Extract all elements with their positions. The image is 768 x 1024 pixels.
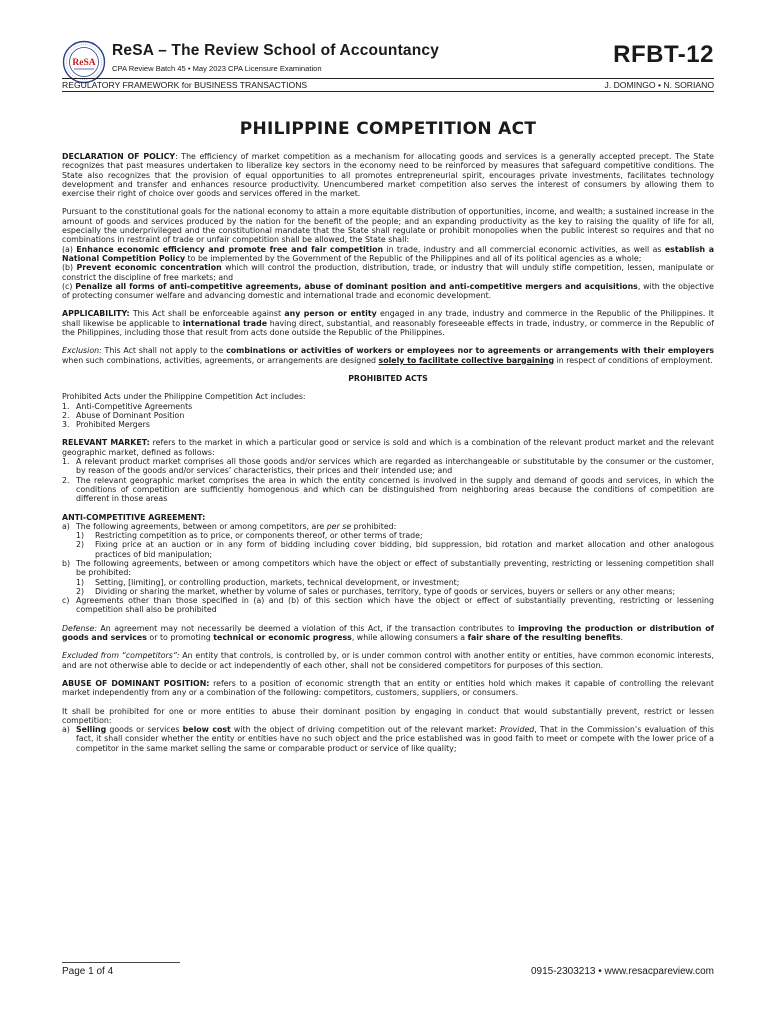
document-header xyxy=(62,38,714,94)
list-item: 1) Setting, [limiting], or controlling production, markets, technical development, or investment; xyxy=(76,577,460,587)
list-item: 2. Abuse of Dominant Position xyxy=(62,410,185,420)
list-item: 3. Prohibited Mergers xyxy=(62,420,150,430)
header-rule-bottom xyxy=(62,91,714,92)
exclusion-paragraph: Exclusion: This Act shall not apply to the combinations or activities of workers or employees nor to agreements or arrangements with their employers when such combinations, activities, agreements, or arrangements are designed solely to facilitate collective bargaining in respect of conditions of employment. xyxy=(62,346,714,365)
declaration-paragraph: DECLARATION OF POLICY: The efficiency of market competition as a mechanism for allocating goods and services is a generally accepted precept. The State recognizes that past measures undertaken to liberalize key sectors in the economy need to be reinforced by measures that safeguard competitive conditions. The State also recognizes that the provision of equal opportunities to all promotes entrepreneurial spirit, encourages private investments, facilitates technology development and transfer and enhances resource productivity. Unencumbered market competition also serves the interest of consumers by allowing them to exercise their right of choice over goods and services offered in the market. xyxy=(62,152,714,199)
list-item: 1) Restricting competition as to price, or components thereof, or other terms of trade; xyxy=(76,531,423,541)
svg-text:ReSA: ReSA xyxy=(72,58,96,68)
list-item: 1. Anti-Competitive Agreements xyxy=(62,401,193,411)
footer-contact: 0915-2303213 • www.resacpareview.com xyxy=(530,966,714,977)
pursuant-item-a: (a) Enhance economic efficiency and promote free and fair competition in trade, industry and all commercial economic activities, as well as establish a National Competition Policy to be implemented by the Government of the Republic of the Philippines and all of its political agencies as a whole; xyxy=(62,244,714,263)
relevant-market-section xyxy=(62,438,714,503)
document-code: RFBT-12 xyxy=(613,41,714,68)
footer-rule xyxy=(62,962,180,963)
prohibited-acts-heading: PROHIBITED ACTS xyxy=(348,373,428,383)
relevant-market-paragraph: RELEVANT MARKET: refers to the market in which a particular good or service is sold and which is a combination of the relevant product market and the relevant geographic market, defined as follows: xyxy=(62,438,715,457)
list-item: 2) Fixing price at an auction or in any form of bidding including cover bidding, bid suppression, bid rotation and market allocation and other analogous practices of bid manipulation; xyxy=(76,540,714,559)
page-title: PHILIPPINE COMPETITION ACT xyxy=(239,119,537,139)
applicability-paragraph: APPLICABILITY: This Act shall be enforceable against any person or entity engaged in any trade, industry and commerce in the Republic of the Philippines. It shall likewise be applicable to international trade having direct, substantial, and reasonably foreseeable effects in trade, industry, or commerce in the Republic of the Philippines, including those that result from acts done outside the Republic of the Philippines. xyxy=(62,309,714,338)
anti-competitive-section xyxy=(62,513,714,615)
document-body xyxy=(62,152,714,753)
list-item: a) Selling goods or services below cost with the object of driving competition out of the relevant market: Provided, That in the Commission’s evaluation of this fact, it shall consider whether the entity or entities have no such object and the price established was in good faith to meet or compete with the lower price of a competitor in the same market selling the same or comparable product or service of like quality; xyxy=(62,725,715,753)
prohibited-intro: Prohibited Acts under the Philippine Competition Act includes: xyxy=(62,392,306,402)
list-item: c) Agreements other than those specified in (a) and (b) of this section which have the object or effect of substantially preventing, restricting or lessening competition shall also be prohibited xyxy=(62,596,714,615)
list-item: a) The following agreements, between or among competitors, are per se prohibited: xyxy=(62,521,397,531)
pursuant-item-b: (b) Prevent economic concentration which will control the production, distribution, trade, or industry that will unduly stifle competition, lessen, manipulate or constrict the discipline of free markets; and xyxy=(62,263,715,282)
school-name: ReSA – The Review School of Accountancy xyxy=(112,42,440,59)
list-item: 2. The relevant geographic market comprises the area in which the entity concerned is involved in the supply and demand of goods and services, in which the conditions of competition are sufficiently homogenous and which can be distinguished from neighboring areas because the conditions of competition are different in those areas xyxy=(62,475,714,504)
abuse-paragraph: ABUSE OF DOMINANT POSITION: refers to a position of economic strength that an entity or entities hold which makes it capable of controlling the relevant market independently from any or a combination of the following: competitors, customers, suppliers, or consumers. xyxy=(62,678,714,698)
authors-line: J. DOMINGO • N. SORIANO xyxy=(604,80,714,90)
prohibited-acts-section xyxy=(62,392,714,429)
abuse-prohibition-section xyxy=(62,707,714,753)
abuse-prohibit-intro: It shall be prohibited for one or more entities to abuse their dominant position by engaging in conduct that would substantially prevent, restrict or lessen competition: xyxy=(62,706,714,725)
page-number: Page 1 of 4 xyxy=(62,966,114,977)
header-rule-top xyxy=(62,78,714,79)
pursuant-intro: Pursuant to the constitutional goals for the national economy to attain a more equitable distribution of opportunities, income, and wealth; a sustained increase in the amount of goods and services produced by the nation for the benefit of the people; and an expanding productivity as the key to raising the quality of life for all, especially the underprivileged and the constitutional mandate that the State shall regulate or prohibit monopolies when the public interest so requires and that no combinations in restraint of trade or unfair competition shall be allowed, the State shall: xyxy=(62,207,714,245)
pursuant-item-c: (c) Penalize all forms of anti-competitive agreements, abuse of dominant position and anti-competitive mergers and acquisitions, with the objective of protecting consumer welfare and advancing domestic and international trade and economic development. xyxy=(62,281,714,301)
defense-paragraph: Defense: An agreement may not necessarily be deemed a violation of this Act, if the transaction contributes to improving the production or distribution of goods and services or to promoting technical or economic progress, while allowing consumers a fair share of the resulting benefits. xyxy=(62,623,714,643)
batch-line: CPA Review Batch 45 • May 2023 CPA Licensure Examination xyxy=(112,64,322,73)
anti-competitive-heading: ANTI-COMPETITIVE AGREEMENT: xyxy=(62,512,206,522)
pursuant-section xyxy=(62,207,714,300)
list-item: 1. A relevant product market comprises all those goods and/or services which are regarded as interchangeable or substitutable by the consumer or the customer, by reason of the goods and/or services’ characteristics, their prices and their intended use; and xyxy=(62,457,714,476)
list-item: b) The following agreements, between or among competitors which have the object or effect of substantially preventing, restricting or lessening competition shall be prohibited: xyxy=(62,558,714,578)
excluded-paragraph: Excluded from “competitors”: An entity that controls, is controlled by, or is under common control with another entity or entities, have common economic interests, and are not otherwise able to decide or act independently of each other, shall not be considered competitors for purposes of this section. xyxy=(62,651,714,670)
subject-line: REGULATORY FRAMEWORK for BUSINESS TRANSACTIONS xyxy=(62,80,308,90)
list-item: 2) Dividing or sharing the market, whether by volume of sales or purchases, territory, type of goods or services, buyers or sellers or any other means; xyxy=(76,586,676,596)
